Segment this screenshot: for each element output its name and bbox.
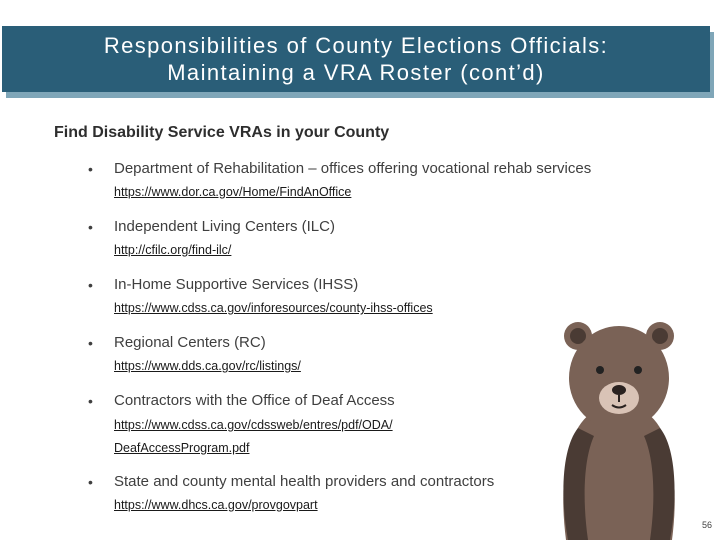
list-item-label: Department of Rehabilitation – offices offering vocational rehab services: [114, 160, 592, 177]
list-item-label: In-Home Supportive Services (IHSS): [114, 276, 359, 293]
bullet-marker: •: [88, 161, 93, 177]
page-number: 56: [701, 520, 712, 530]
list-item-label: Independent Living Centers (ILC): [114, 218, 335, 235]
section-heading: Find Disability Service VRAs in your County: [54, 124, 390, 141]
slide-title-line-1: Responsibilities of County Elections Officials:: [103, 33, 609, 58]
bullet-marker: •: [88, 474, 93, 490]
resource-link[interactable]: https://www.cdss.ca.gov/inforesources/county-ihss-offices: [114, 301, 433, 315]
resource-link-continued[interactable]: DeafAccessProgram.pdf: [114, 441, 250, 455]
slide-title-line-2: Maintaining a VRA Roster (cont’d): [167, 60, 545, 85]
resource-link[interactable]: https://www.dds.ca.gov/rc/listings/: [114, 359, 301, 373]
resource-link[interactable]: https://www.dhcs.ca.gov/provgovpart: [114, 498, 318, 512]
resource-link[interactable]: https://www.dor.ca.gov/Home/FindAnOffice: [114, 185, 352, 199]
resource-link[interactable]: https://www.cdss.ca.gov/cdssweb/entres/pdf/ODA/: [114, 418, 393, 432]
bear-illustration-icon: [548, 318, 690, 540]
bullet-marker: •: [88, 277, 93, 293]
resource-link[interactable]: http://cfilc.org/find-ilc/: [114, 243, 232, 257]
bullet-marker: •: [88, 335, 93, 351]
list-item-label: Regional Centers (RC): [114, 334, 266, 351]
list-item-label: State and county mental health providers and contractors: [114, 473, 495, 490]
bullet-marker: •: [88, 393, 93, 409]
list-item-label: Contractors with the Office of Deaf Access: [114, 392, 395, 409]
bullet-marker: •: [88, 219, 93, 235]
slide-title: [2, 26, 710, 92]
